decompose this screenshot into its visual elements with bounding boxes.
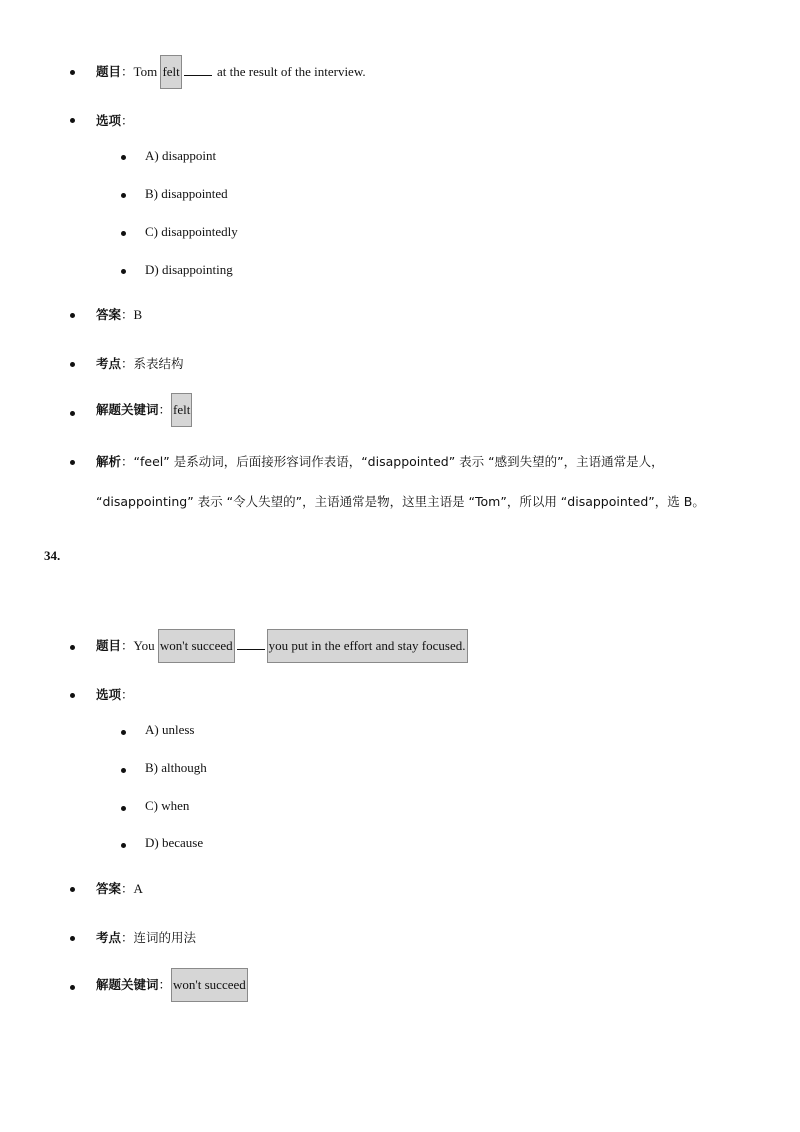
highlight-clause: you put in the effort and stay focused. <box>267 629 468 663</box>
highlight-wont-succeed: won't succeed <box>158 629 235 663</box>
answer-blank <box>184 63 212 76</box>
option-item: B) although <box>145 760 207 775</box>
bullet <box>121 730 126 735</box>
bullet <box>121 806 126 811</box>
option-item: C) when <box>145 798 190 813</box>
analysis-text-1: “feel” 是系动词，后面接形容词作表语，“disappointed” 表示 “感到失望的”，主语通常是人， <box>133 454 664 469</box>
answer-line: 答案：B <box>96 307 143 322</box>
bullet <box>70 936 75 941</box>
option-item: C) disappointedly <box>145 224 238 239</box>
bullet <box>121 193 126 198</box>
option-item: B) disappointed <box>145 186 228 201</box>
answer-line: 答案：A <box>96 881 143 896</box>
option-item: D) disappointing <box>145 262 233 277</box>
keyword-line: 解题关键词： won't succeed <box>96 968 248 1002</box>
bullet <box>70 118 75 123</box>
bullet <box>70 362 75 367</box>
bullet <box>70 693 75 698</box>
bullet <box>70 645 75 650</box>
keyword-highlight: felt <box>171 393 192 427</box>
bullet <box>121 768 126 773</box>
options-heading: 选项： <box>96 687 134 702</box>
bullet <box>121 269 126 274</box>
bullet <box>70 70 75 75</box>
question-line: 题目：You won't succeed you put in the effort and stay focused. <box>96 629 468 663</box>
question-line: 题目：Tom felt at the result of the interview. <box>96 55 366 89</box>
option-item: A) disappoint <box>145 148 217 163</box>
options-heading: 选项： <box>96 113 134 128</box>
answer-value: A <box>133 881 143 896</box>
highlight-felt: felt <box>160 55 181 89</box>
question-label: 题目 <box>96 638 122 653</box>
bullet <box>70 887 75 892</box>
bullet <box>121 155 126 160</box>
analysis-text-2: “disappointing” 表示 “令人失望的”，主语通常是物，这里主语是 “Tom”，所以用 “disappointed”，选 B。 <box>96 494 705 509</box>
option-item: A) unless <box>145 722 195 737</box>
option-item: D) because <box>145 835 204 850</box>
question-label: 题目 <box>96 64 122 79</box>
bullet <box>121 231 126 236</box>
bullet <box>121 843 126 848</box>
point-line: 考点：连词的用法 <box>96 930 197 945</box>
point-value: 系表结构 <box>133 356 184 371</box>
point-value: 连词的用法 <box>133 930 197 945</box>
analysis-line: 解析：“feel” 是系动词，后面接形容词作表语，“disappointed” 表示 “感到失望的”，主语通常是人， <box>96 454 664 469</box>
bullet <box>70 411 75 416</box>
answer-blank <box>237 637 265 650</box>
answer-value: B <box>133 307 143 322</box>
keyword-highlight: won't succeed <box>171 968 248 1002</box>
bullet <box>70 313 75 318</box>
point-line: 考点：系表结构 <box>96 356 184 371</box>
bullet <box>70 985 75 990</box>
question-number: 34. <box>44 548 61 563</box>
bullet <box>70 460 75 465</box>
keyword-line: 解题关键词： felt <box>96 393 192 427</box>
